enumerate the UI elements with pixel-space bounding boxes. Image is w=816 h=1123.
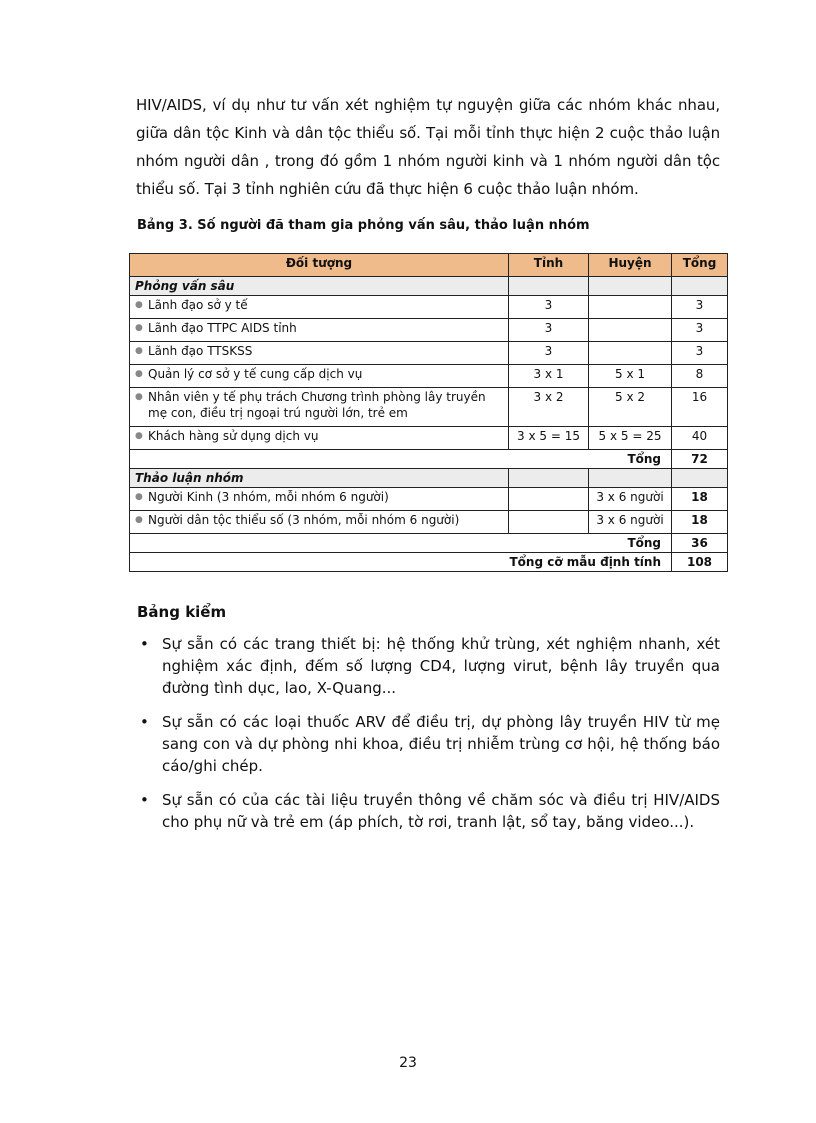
bullet-icon: • [140,713,149,731]
table-row [130,365,728,388]
subtotal-value: 36 [672,534,728,553]
row-province: 3 [509,319,589,342]
row-district: 5 x 2 [589,388,672,427]
bullet-icon: ● [135,300,143,310]
table-header-row [130,254,728,277]
bullet-icon: ● [135,492,143,502]
row-label: Người dân tộc thiểu số (3 nhóm, mỗi nhóm 6 người) [148,513,460,527]
row-district [589,342,672,365]
row-total: 3 [672,342,728,365]
table-row [130,488,728,511]
grand-total-row [130,553,728,572]
participants-table [129,253,728,572]
checklist-heading: Bảng kiểm [137,603,227,621]
checklist [137,633,720,845]
section-title: Thảo luận nhóm [130,469,509,488]
bullet-icon: ● [135,323,143,333]
table-row [130,388,728,427]
row-province: 3 x 1 [509,365,589,388]
page-number: 23 [399,1055,417,1071]
row-province: 3 [509,296,589,319]
bullet-icon: ● [135,515,143,525]
row-total: 18 [672,511,728,534]
row-province [509,488,589,511]
header-subject: Đối tượng [130,254,509,277]
row-label: Quản lý cơ sở y tế cung cấp dịch vụ [148,367,363,381]
subtotal-row [130,534,728,553]
row-total: 3 [672,319,728,342]
row-label: Nhân viên y tế phụ trách Chương trình phòng lây truyền mẹ con, điều trị ngoại trú người lớn, trẻ em [148,390,486,420]
bullet-icon: ● [135,392,143,402]
header-province: Tỉnh [509,254,589,277]
row-label: Khách hàng sử dụng dịch vụ [148,429,319,443]
row-total: 16 [672,388,728,427]
section-row-interviews [130,277,728,296]
table-row [130,342,728,365]
row-province: 3 x 2 [509,388,589,427]
row-province: 3 [509,342,589,365]
bullet-icon: • [140,791,149,809]
row-province [509,511,589,534]
bullet-icon: ● [135,346,143,356]
row-district: 5 x 5 = 25 [589,427,672,450]
row-label: Lãnh đạo TTSKSS [148,344,253,358]
list-item: • Sự sẵn có của các tài liệu truyền thông về chăm sóc và điều trị HIV/AIDS cho phụ nữ và trẻ em (áp phích, tờ rơi, tranh lật, sổ tay, băng video...). [140,791,720,831]
header-total: Tổng [672,254,728,277]
table-row [130,511,728,534]
table-caption: Bảng 3. Số người đã tham gia phỏng vấn sâu, thảo luận nhóm [137,218,590,233]
section-title: Phỏng vấn sâu [130,277,509,296]
table-row [130,296,728,319]
row-district: 3 x 6 người [589,488,672,511]
row-total: 8 [672,365,728,388]
list-item: • Sự sẵn có các trang thiết bị: hệ thống khử trùng, xét nghiệm nhanh, xét nghiệm xác định, đếm số lượng CD4, lượng virut, bệnh lây truyền qua đường tình dục, lao, X-Quang... [140,635,720,697]
intro-text [136,91,720,203]
table-row [130,427,728,450]
row-district: 3 x 6 người [589,511,672,534]
header-district: Huyện [589,254,672,277]
row-label: Lãnh đạo TTPC AIDS tỉnh [148,321,297,335]
subtotal-label: Tổng [130,534,672,553]
table-row [130,319,728,342]
list-item: • Sự sẵn có các loại thuốc ARV để điều trị, dự phòng lây truyền HIV từ mẹ sang con và dự phòng nhi khoa, điều trị nhiễm trùng cơ hội, hệ thống báo cáo/ghi chép. [140,713,720,775]
row-district [589,319,672,342]
row-total: 3 [672,296,728,319]
bullet-icon: ● [135,431,143,441]
subtotal-row [130,450,728,469]
bullet-icon: ● [135,369,143,379]
row-label: Lãnh đạo sở y tế [148,298,248,312]
row-label: Người Kinh (3 nhóm, mỗi nhóm 6 người) [148,490,389,504]
row-total: 40 [672,427,728,450]
intro-paragraph: HIV/AIDS, ví dụ như tư vấn xét nghiệm tự nguyện giữa các nhóm khác nhau, giữa dân tộc Kinh và dân tộc thiểu số. Tại mỗi tỉnh thực hiện 2 cuộc thảo luận nhóm người dân , trong đó gồm 1 nhóm người kinh và 1 nhóm người dân tộc thiểu số. Tại 3 tỉnh nghiên cứu đã thực hiện 6 cuộc thảo luận nhóm. [136,96,720,198]
row-province: 3 x 5 = 15 [509,427,589,450]
subtotal-value: 72 [672,450,728,469]
subtotal-label: Tổng [130,450,672,469]
row-total: 18 [672,488,728,511]
section-row-group-discussion [130,469,728,488]
grand-total-value: 108 [672,553,728,572]
row-district: 5 x 1 [589,365,672,388]
grand-total-label: Tổng cỡ mẫu định tính [130,553,672,572]
bullet-icon: • [140,635,149,653]
row-district [589,296,672,319]
